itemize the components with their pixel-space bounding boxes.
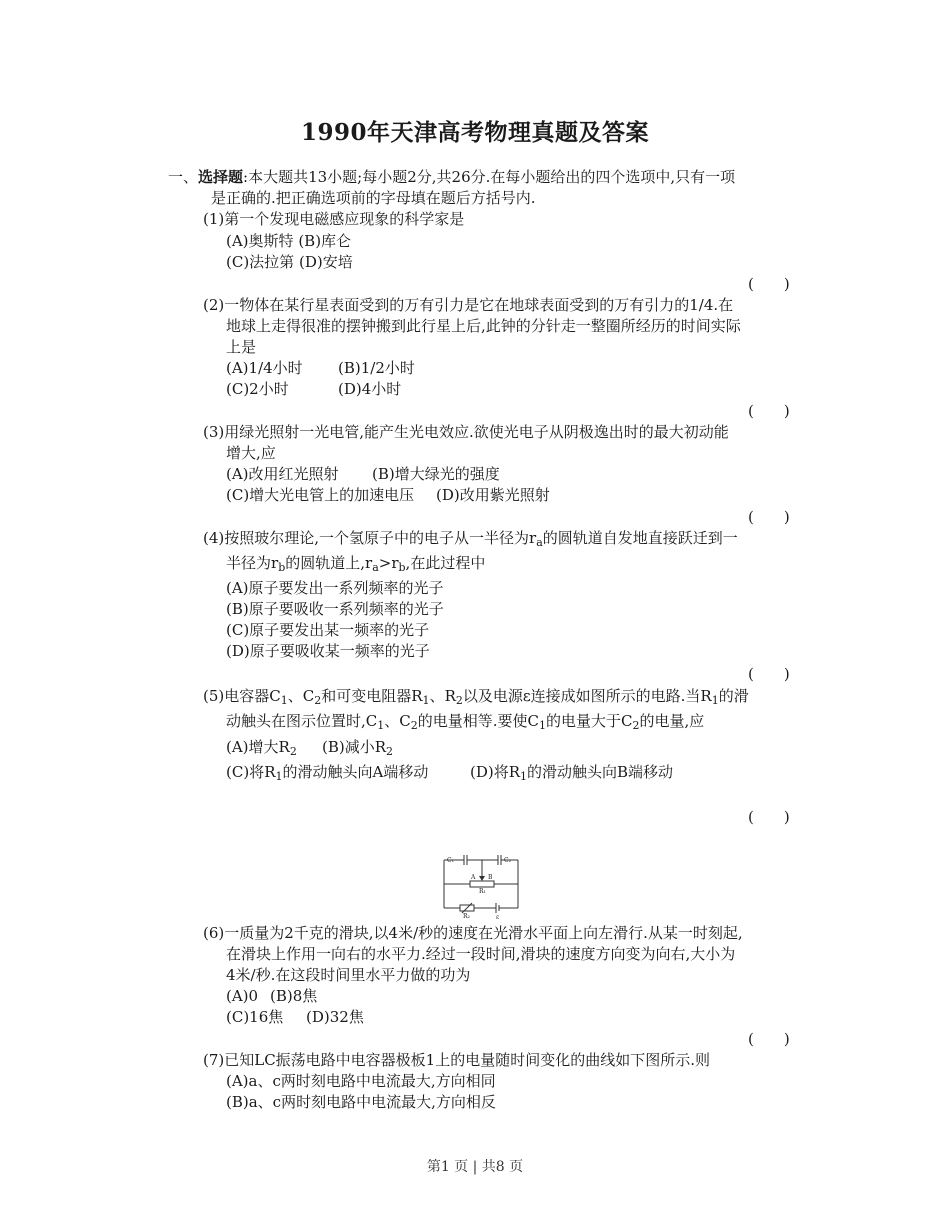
q4-stem-2 <box>226 553 485 573</box>
q5-text: 以及电源ε连接成如图所示的电路.当 <box>462 687 701 705</box>
q3-answer-blank: ( ) <box>748 508 790 526</box>
q4-answer-blank: ( ) <box>748 665 790 683</box>
q5-sym: C <box>365 712 378 730</box>
q5-text: (A)增大 <box>226 738 279 756</box>
q5-answer-blank: ( ) <box>748 808 790 826</box>
q2-option-d: (D)4小时 <box>338 380 402 398</box>
q3-option-b: (B)增大绿光的强度 <box>372 465 500 483</box>
q4-text: 的圆轨道上, <box>285 554 366 572</box>
q6-stem-1: (6)一质量为2千克的滑块,以4米/秒的速度在光滑水平面上向左滑行.从某一时刻起, <box>203 924 743 942</box>
q7-option-b: (B)a、c两时刻电路中电流最大,方向相反 <box>226 1093 496 1111</box>
q5-text: 的滑 <box>718 687 749 705</box>
q5-stem-1 <box>203 686 749 706</box>
q5-sub: 2 <box>410 719 418 732</box>
q5-sym: C <box>527 712 540 730</box>
q5-sub: 1 <box>711 694 719 707</box>
q4-gt: > <box>378 554 392 572</box>
q1-options-ab <box>226 231 351 251</box>
q2-option-c: (C)2小时 <box>226 380 289 398</box>
q5-sym: R <box>411 687 423 705</box>
q1-options-cd <box>226 252 353 272</box>
q2-stem-2: 地球上走得很准的摆钟搬到此行星上后,此钟的分针走一整圈所经历的时间实际 <box>226 317 741 335</box>
resistor-r1 <box>470 881 494 887</box>
q3-stem-1: (3)用绿光照射一光电管,能产生光电效应.欲使光电子从阴极逸出时的最大初动能 <box>203 423 729 441</box>
page-footer: 第1 页 | 共8 页 <box>426 1159 524 1175</box>
q4-sub-b: b <box>398 561 406 574</box>
q3-option-d: (D)改用紫光照射 <box>436 486 550 504</box>
q6-option-a: (A)0 <box>226 987 259 1005</box>
section-heading: 选择题 <box>198 168 244 186</box>
q5-text: 、 <box>287 687 303 705</box>
q5-text: 动触头在图示位置时, <box>226 712 366 730</box>
section-intro-cont: 是正确的.把正确选项前的字母填在题后方括号内. <box>211 189 536 207</box>
q5-sub: 2 <box>314 694 322 707</box>
q5-sym: R <box>278 738 290 756</box>
q5-text: 、 <box>429 687 445 705</box>
q4-text: 的圆轨道自发地直接跃迁到一 <box>542 529 738 547</box>
q5-sym: C <box>302 687 315 705</box>
page-title: 1990年天津高考物理真题及答案 <box>300 119 649 146</box>
q2-option-b: (B)1/2小时 <box>338 359 415 377</box>
q5-sub: 1 <box>275 770 283 783</box>
q5-sym: R <box>700 687 712 705</box>
q4-stem-1 <box>203 528 738 548</box>
q5-sub: 2 <box>455 694 463 707</box>
q5-options-ab <box>226 737 393 757</box>
q6-options-cd <box>226 1007 364 1027</box>
q6-option-c: (C)16焦 <box>226 1008 284 1026</box>
q1-answer-blank: ( ) <box>748 275 790 293</box>
q5-text: 的电量大于 <box>546 712 622 730</box>
q5-text: (B)减小 <box>322 738 375 756</box>
q6-stem-3: 4米/秒.在这段时间里水平力做的功为 <box>226 966 471 984</box>
q5-option-c <box>226 762 470 782</box>
q4-sub-a: a <box>536 536 543 549</box>
q5-text: 、 <box>384 712 400 730</box>
label-a: A <box>471 874 476 881</box>
q4-symbol-r: r <box>391 554 399 572</box>
q5-sub: 2 <box>289 745 297 758</box>
q5-text: 和可变电阻器 <box>321 687 412 705</box>
q5-sub: 1 <box>422 694 430 707</box>
q5-sub: 2 <box>386 745 394 758</box>
q5-option-b <box>322 738 393 756</box>
label-r2: R₂ <box>463 913 470 920</box>
q1-option-d: (D)安培 <box>298 253 353 271</box>
q4-option-a: (A)原子要发出一系列频率的光子 <box>226 579 444 597</box>
q4-option-d: (D)原子要吸收某一频率的光子 <box>226 642 430 660</box>
q4-sub-b: b <box>278 561 286 574</box>
slider-arrow-icon <box>479 876 485 881</box>
q3-option-c: (C)增大光电管上的加速电压 <box>226 486 415 504</box>
label-c2: C₂ <box>504 857 511 864</box>
q5-sym: C <box>399 712 411 730</box>
q2-option-a: (A)1/4小时 <box>226 359 303 377</box>
q3-options-cd <box>226 485 550 505</box>
q5-stem-2 <box>226 711 704 731</box>
q2-stem-3: 上是 <box>226 338 257 356</box>
q5-text: 的滑动触头向B端移动 <box>527 763 674 781</box>
q5-sub: 1 <box>520 770 528 783</box>
section-intro <box>168 167 735 187</box>
q4-symbol-r: r <box>529 529 537 547</box>
q5-option-d <box>470 763 673 781</box>
q5-text: 的滑动触头向A端移动 <box>282 763 429 781</box>
q2-options-cd <box>226 379 401 399</box>
q6-options-ab <box>226 986 317 1006</box>
q5-sym: C <box>621 712 633 730</box>
q5-sym: C <box>269 687 281 705</box>
q5-text: (5)电容器 <box>203 687 270 705</box>
q1-option-c: (C)法拉第 <box>226 253 295 271</box>
q5-text: 的电量,应 <box>639 712 705 730</box>
q5-text: (C)将 <box>226 763 265 781</box>
q3-option-a: (A)改用红光照射 <box>226 465 339 483</box>
q2-options-ab <box>226 358 415 378</box>
q4-option-c: (C)原子要发出某一频率的光子 <box>226 621 430 639</box>
q5-sym: R <box>374 738 387 756</box>
q6-option-b: (B)8焦 <box>270 987 318 1005</box>
q4-text: ,在此过程中 <box>405 554 486 572</box>
q7-stem: (7)已知LC振荡电路中电容器极板1上的电量随时间变化的曲线如下图所示.则 <box>203 1051 711 1069</box>
q5-option-a <box>226 737 322 757</box>
q4-text: 半径为 <box>226 554 272 572</box>
q5-text: (D)将 <box>470 763 509 781</box>
label-emf: ε <box>496 914 500 920</box>
label-r1: R₁ <box>479 888 486 895</box>
q5-sub: 1 <box>377 719 385 732</box>
q1-option-a: (A)奥斯特 <box>226 232 294 250</box>
q4-option-b: (B)原子要吸收一系列频率的光子 <box>226 600 444 618</box>
section-intro-text: :本大题共13小题;每小题2分,共26分.在每小题给出的四个选项中,只有一项 <box>243 168 736 186</box>
q5-sym: R <box>444 687 456 705</box>
q6-stem-2: 在滑块上作用一向右的水平力.经过一段时间,滑块的速度方向变为向右,大小为 <box>226 945 736 963</box>
label-b: B <box>488 874 493 881</box>
q2-stem-1: (2)一物体在某行星表面受到的万有引力是它在地球表面受到的万有引力的1/4.在 <box>203 296 734 314</box>
q5-sym: R <box>508 763 521 781</box>
q5-sym: R <box>264 763 276 781</box>
q1-stem: (1)第一个发现电磁感应现象的科学家是 <box>203 210 465 228</box>
q5-options-cd <box>226 762 673 782</box>
q4-symbol-r: r <box>365 554 373 572</box>
q6-answer-blank: ( ) <box>748 1030 790 1048</box>
q4-sub-a: a <box>372 561 379 574</box>
q2-answer-blank: ( ) <box>748 402 790 420</box>
q5-sub: 2 <box>632 719 640 732</box>
q7-option-a: (A)a、c两时刻电路中电流最大,方向相同 <box>226 1072 496 1090</box>
section-number: 一、 <box>168 168 199 186</box>
q3-options-ab <box>226 464 500 484</box>
q3-stem-2: 增大,应 <box>226 444 276 462</box>
q5-sub: 1 <box>280 694 288 707</box>
q5-text: 的电量相等.要使 <box>417 712 528 730</box>
q1-option-b: (B)库仑 <box>298 232 352 250</box>
label-c1: C₁ <box>447 857 454 864</box>
q6-option-d: (D)32焦 <box>306 1008 364 1026</box>
circuit-diagram <box>438 850 524 920</box>
q4-symbol-r: r <box>271 554 279 572</box>
q5-sub: 1 <box>539 719 547 732</box>
q4-text: (4)按照玻尔理论,一个氢原子中的电子从一半径为 <box>203 529 530 547</box>
